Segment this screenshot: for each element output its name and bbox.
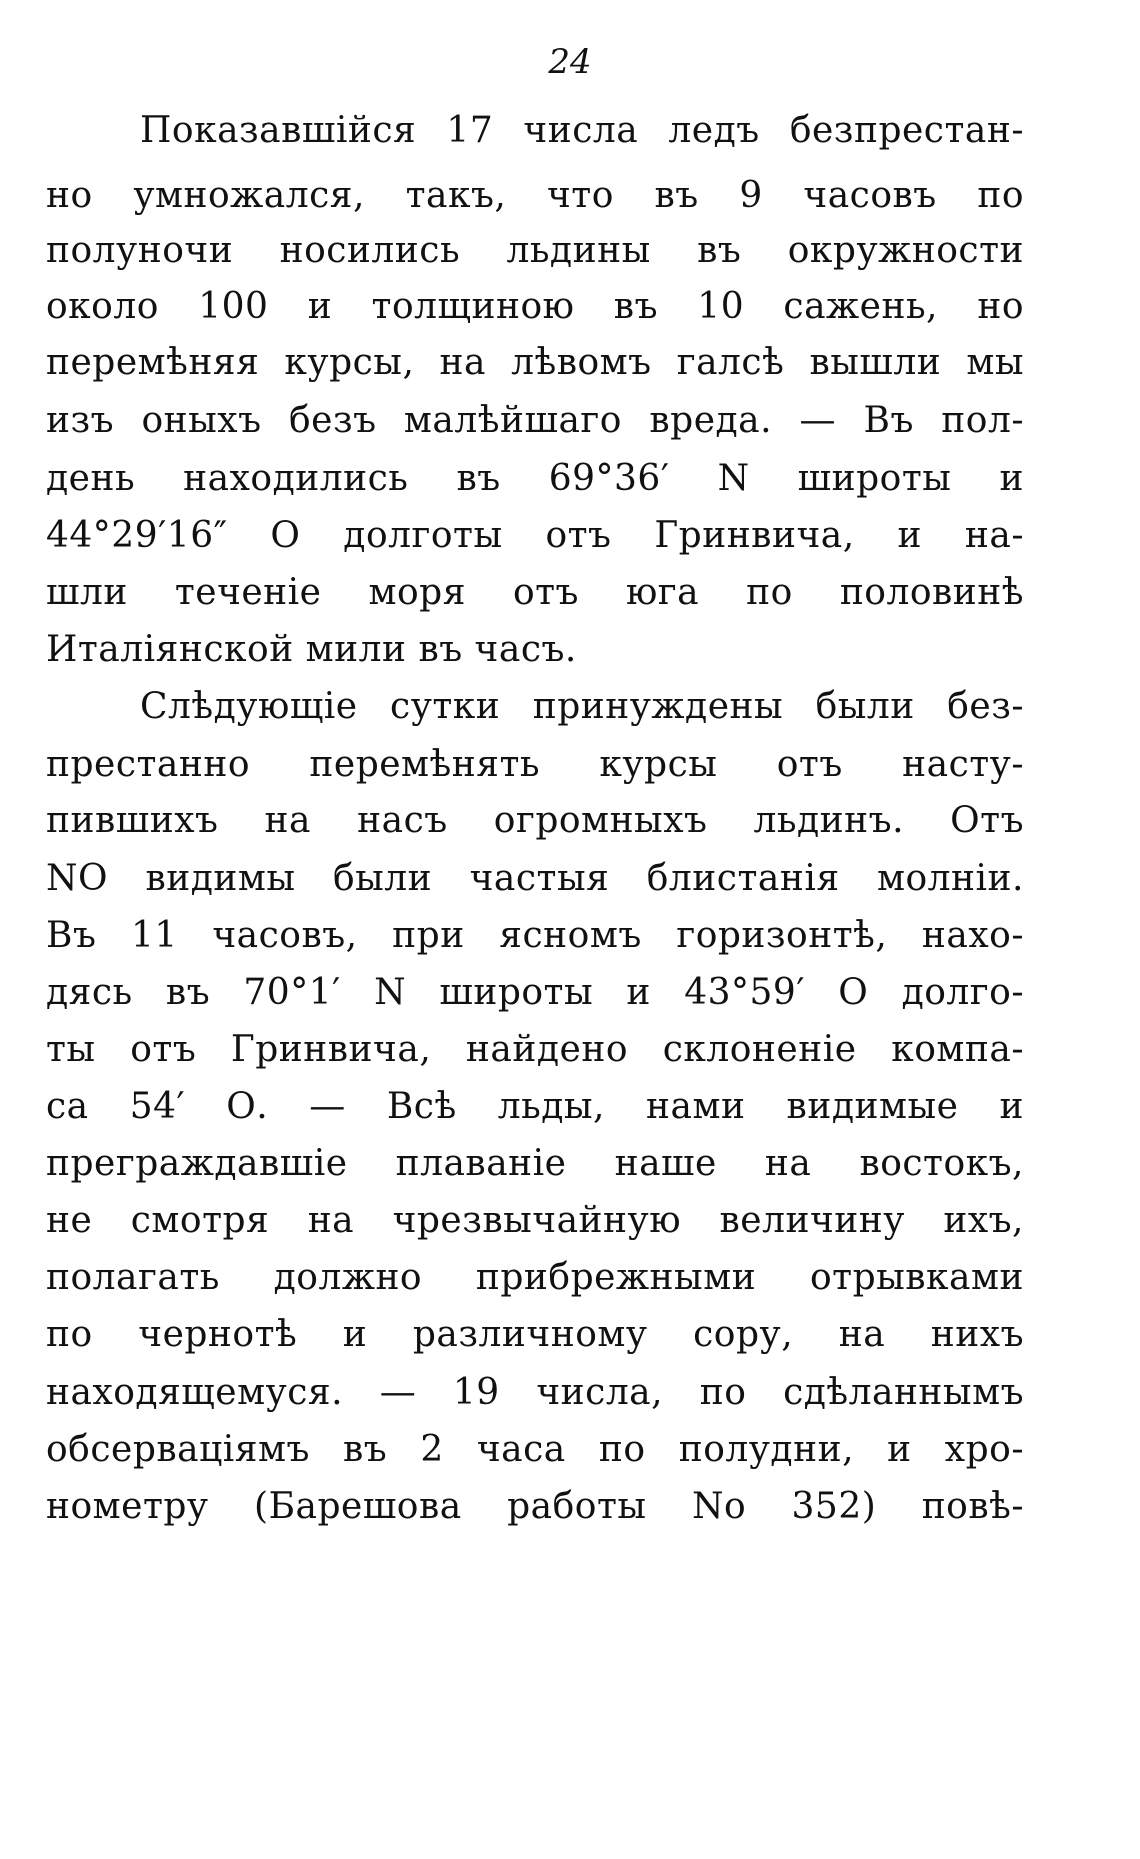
paragraph-1-line-10: Италіянской мили въ часъ. (46, 629, 577, 670)
paragraph-2-line-8: са 54′ О. — Всѣ льды, нами видимые и (46, 1086, 1024, 1127)
paragraph-2-line-3: пившихъ на насъ огромныхъ льдинъ. Отъ (46, 800, 1024, 841)
paragraph-2-line-9: преграждавшіе плаваніе наше на востокъ, (46, 1143, 1024, 1184)
paragraph-1-line-3: полуночи носились льдины въ окружности (46, 230, 1024, 271)
paragraph-1-line-2: но умножался, такъ, что въ 9 часовъ по (46, 175, 1024, 216)
paragraph-1-line-8: 44°29′16″ О долготы отъ Гринвича, и на- (46, 515, 1024, 556)
paragraph-2-line-6: дясь въ 70°1′ N широты и 43°59′ О долго- (46, 972, 1024, 1013)
paragraph-2-line-4: NO видимы были частыя блистанія молніи. (46, 858, 1024, 899)
paragraph-2-line-7: ты отъ Гринвича, найдено склоненіе компа- (46, 1029, 1024, 1070)
paragraph-1-line-5: перемѣняя курсы, на лѣвомъ галсѣ вышли мы (46, 342, 1024, 383)
paragraph-1-line-6: изъ оныхъ безъ малѣйшаго вреда. — Въ пол- (46, 400, 1024, 441)
paragraph-2-line-2: престанно перемѣнять курсы отъ насту- (46, 744, 1024, 785)
paragraph-2-line-10: не смотря на чрезвычайную величину ихъ, (46, 1200, 1024, 1241)
paragraph-1-line-1: Показавшійся 17 числа ледъ безпрестан- (140, 110, 1024, 151)
page-number: 24 (548, 42, 592, 82)
paragraph-1-line-9: шли теченіе моря отъ юга по половинѣ (46, 572, 1024, 613)
paragraph-1-line-4: около 100 и толщиною въ 10 сажень, но (46, 286, 1024, 327)
paragraph-2-line-13: находящемуся. — 19 числа, по сдѣланнымъ (46, 1372, 1024, 1413)
paragraph-2-line-14: обсерваціямъ въ 2 часа по полудни, и хро- (46, 1429, 1024, 1470)
paragraph-2-line-15: нометру (Барешова работы No 352) повѣ- (46, 1486, 1024, 1527)
paragraph-2-line-11: полагать должно прибрежными отрывками (46, 1257, 1024, 1298)
paragraph-2-line-1: Слѣдующіе сутки принуждены были без- (140, 686, 1024, 727)
paragraph-1-line-7: день находились въ 69°36′ N широты и (46, 458, 1024, 499)
paragraph-2-line-5: Въ 11 часовъ, при ясномъ горизонтѣ, нахо- (46, 915, 1024, 956)
paragraph-2-line-12: по чернотѣ и различному сору, на нихъ (46, 1314, 1024, 1355)
